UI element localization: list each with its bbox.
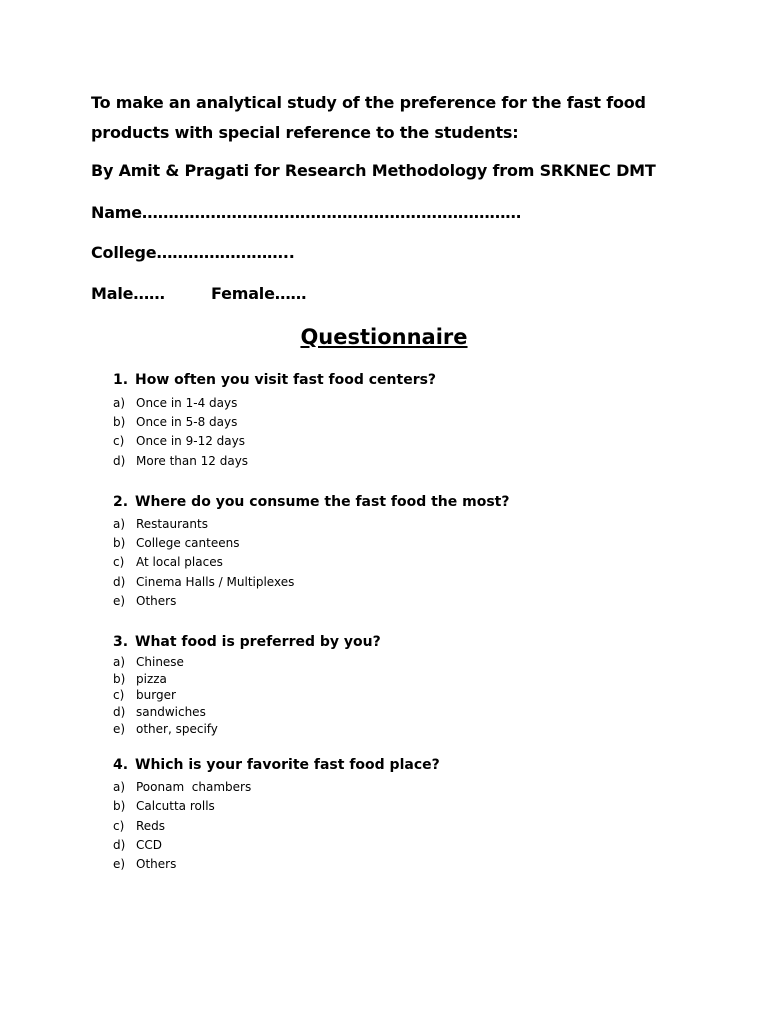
question-number: 4. (113, 757, 129, 773)
option-letter: d) (113, 575, 126, 589)
option-letter: a) (113, 655, 126, 669)
questionnaire-title: Questionnaire (300, 325, 468, 349)
option-text: Cinema Halls / Multiplexes (136, 575, 295, 589)
option-text: CCD (136, 838, 162, 852)
option-letter: c) (113, 688, 125, 702)
list-item (113, 857, 176, 871)
option-letter: a) (113, 517, 126, 531)
list-item (113, 722, 218, 736)
list-item (113, 555, 223, 569)
list-item (113, 536, 239, 550)
option-text: More than 12 days (136, 454, 249, 468)
option-letter: c) (113, 434, 125, 448)
list-item (113, 819, 165, 833)
option-letter: e) (113, 857, 126, 871)
question-text: How often you visit fast food centers? (135, 372, 437, 388)
name-field: Name……………………………………………………………… (91, 203, 522, 222)
question-number: 1. (113, 372, 129, 388)
question-3 (113, 634, 381, 650)
list-item (113, 434, 245, 448)
option-letter: d) (113, 454, 126, 468)
option-text: Others (136, 594, 177, 608)
option-letter: a) (113, 396, 126, 410)
option-text: Restaurants (136, 517, 208, 531)
list-item (113, 688, 176, 702)
list-item (113, 415, 237, 429)
option-text: College canteens (136, 536, 240, 550)
option-text: Reds (136, 819, 166, 833)
college-field: College…………………….. (91, 243, 295, 262)
list-item (113, 396, 237, 410)
option-text: Once in 1-4 days (136, 396, 238, 410)
list-item (113, 838, 162, 852)
male-field: Male…… (91, 284, 165, 303)
option-text: At local places (136, 555, 223, 569)
list-item (113, 655, 184, 669)
gender-row (91, 284, 307, 303)
list-item (113, 780, 251, 794)
list-item (113, 672, 167, 686)
list-item (113, 517, 208, 531)
female-field: Female…… (211, 284, 307, 303)
option-letter: c) (113, 555, 125, 569)
option-letter: a) (113, 780, 126, 794)
question-text: What food is preferred by you? (135, 634, 381, 650)
option-text: Others (136, 857, 177, 871)
list-item (113, 594, 176, 608)
question-1 (113, 372, 436, 388)
option-letter: b) (113, 799, 126, 813)
option-text: burger (136, 688, 176, 702)
question-number: 2. (113, 494, 129, 510)
option-letter: b) (113, 672, 126, 686)
study-title-line-2: products with special reference to the students: (91, 123, 519, 142)
option-text: Once in 5-8 days (136, 415, 238, 429)
option-letter: e) (113, 594, 126, 608)
option-text: Chinese (136, 655, 184, 669)
option-letter: d) (113, 838, 126, 852)
option-text: pizza (136, 672, 167, 686)
option-letter: c) (113, 819, 125, 833)
option-text: other, specify (136, 722, 218, 736)
option-letter: e) (113, 722, 126, 736)
byline: By Amit & Pragati for Research Methodology from SRKNEC DMT (91, 161, 656, 180)
list-item (113, 799, 215, 813)
option-letter: b) (113, 415, 126, 429)
question-2 (113, 494, 510, 510)
question-4 (113, 757, 440, 773)
question-text: Where do you consume the fast food the most? (135, 494, 510, 510)
study-title-line-1: To make an analytical study of the preference for the fast food (91, 93, 646, 112)
option-text: sandwiches (136, 705, 206, 719)
list-item (113, 705, 206, 719)
option-text: Poonam chambers (136, 780, 252, 794)
question-number: 3. (113, 634, 129, 650)
option-text: Once in 9-12 days (136, 434, 245, 448)
list-item (113, 454, 248, 468)
list-item (113, 575, 294, 589)
option-letter: d) (113, 705, 126, 719)
question-text: Which is your favorite fast food place? (135, 757, 440, 773)
option-text: Calcutta rolls (136, 799, 215, 813)
option-letter: b) (113, 536, 126, 550)
